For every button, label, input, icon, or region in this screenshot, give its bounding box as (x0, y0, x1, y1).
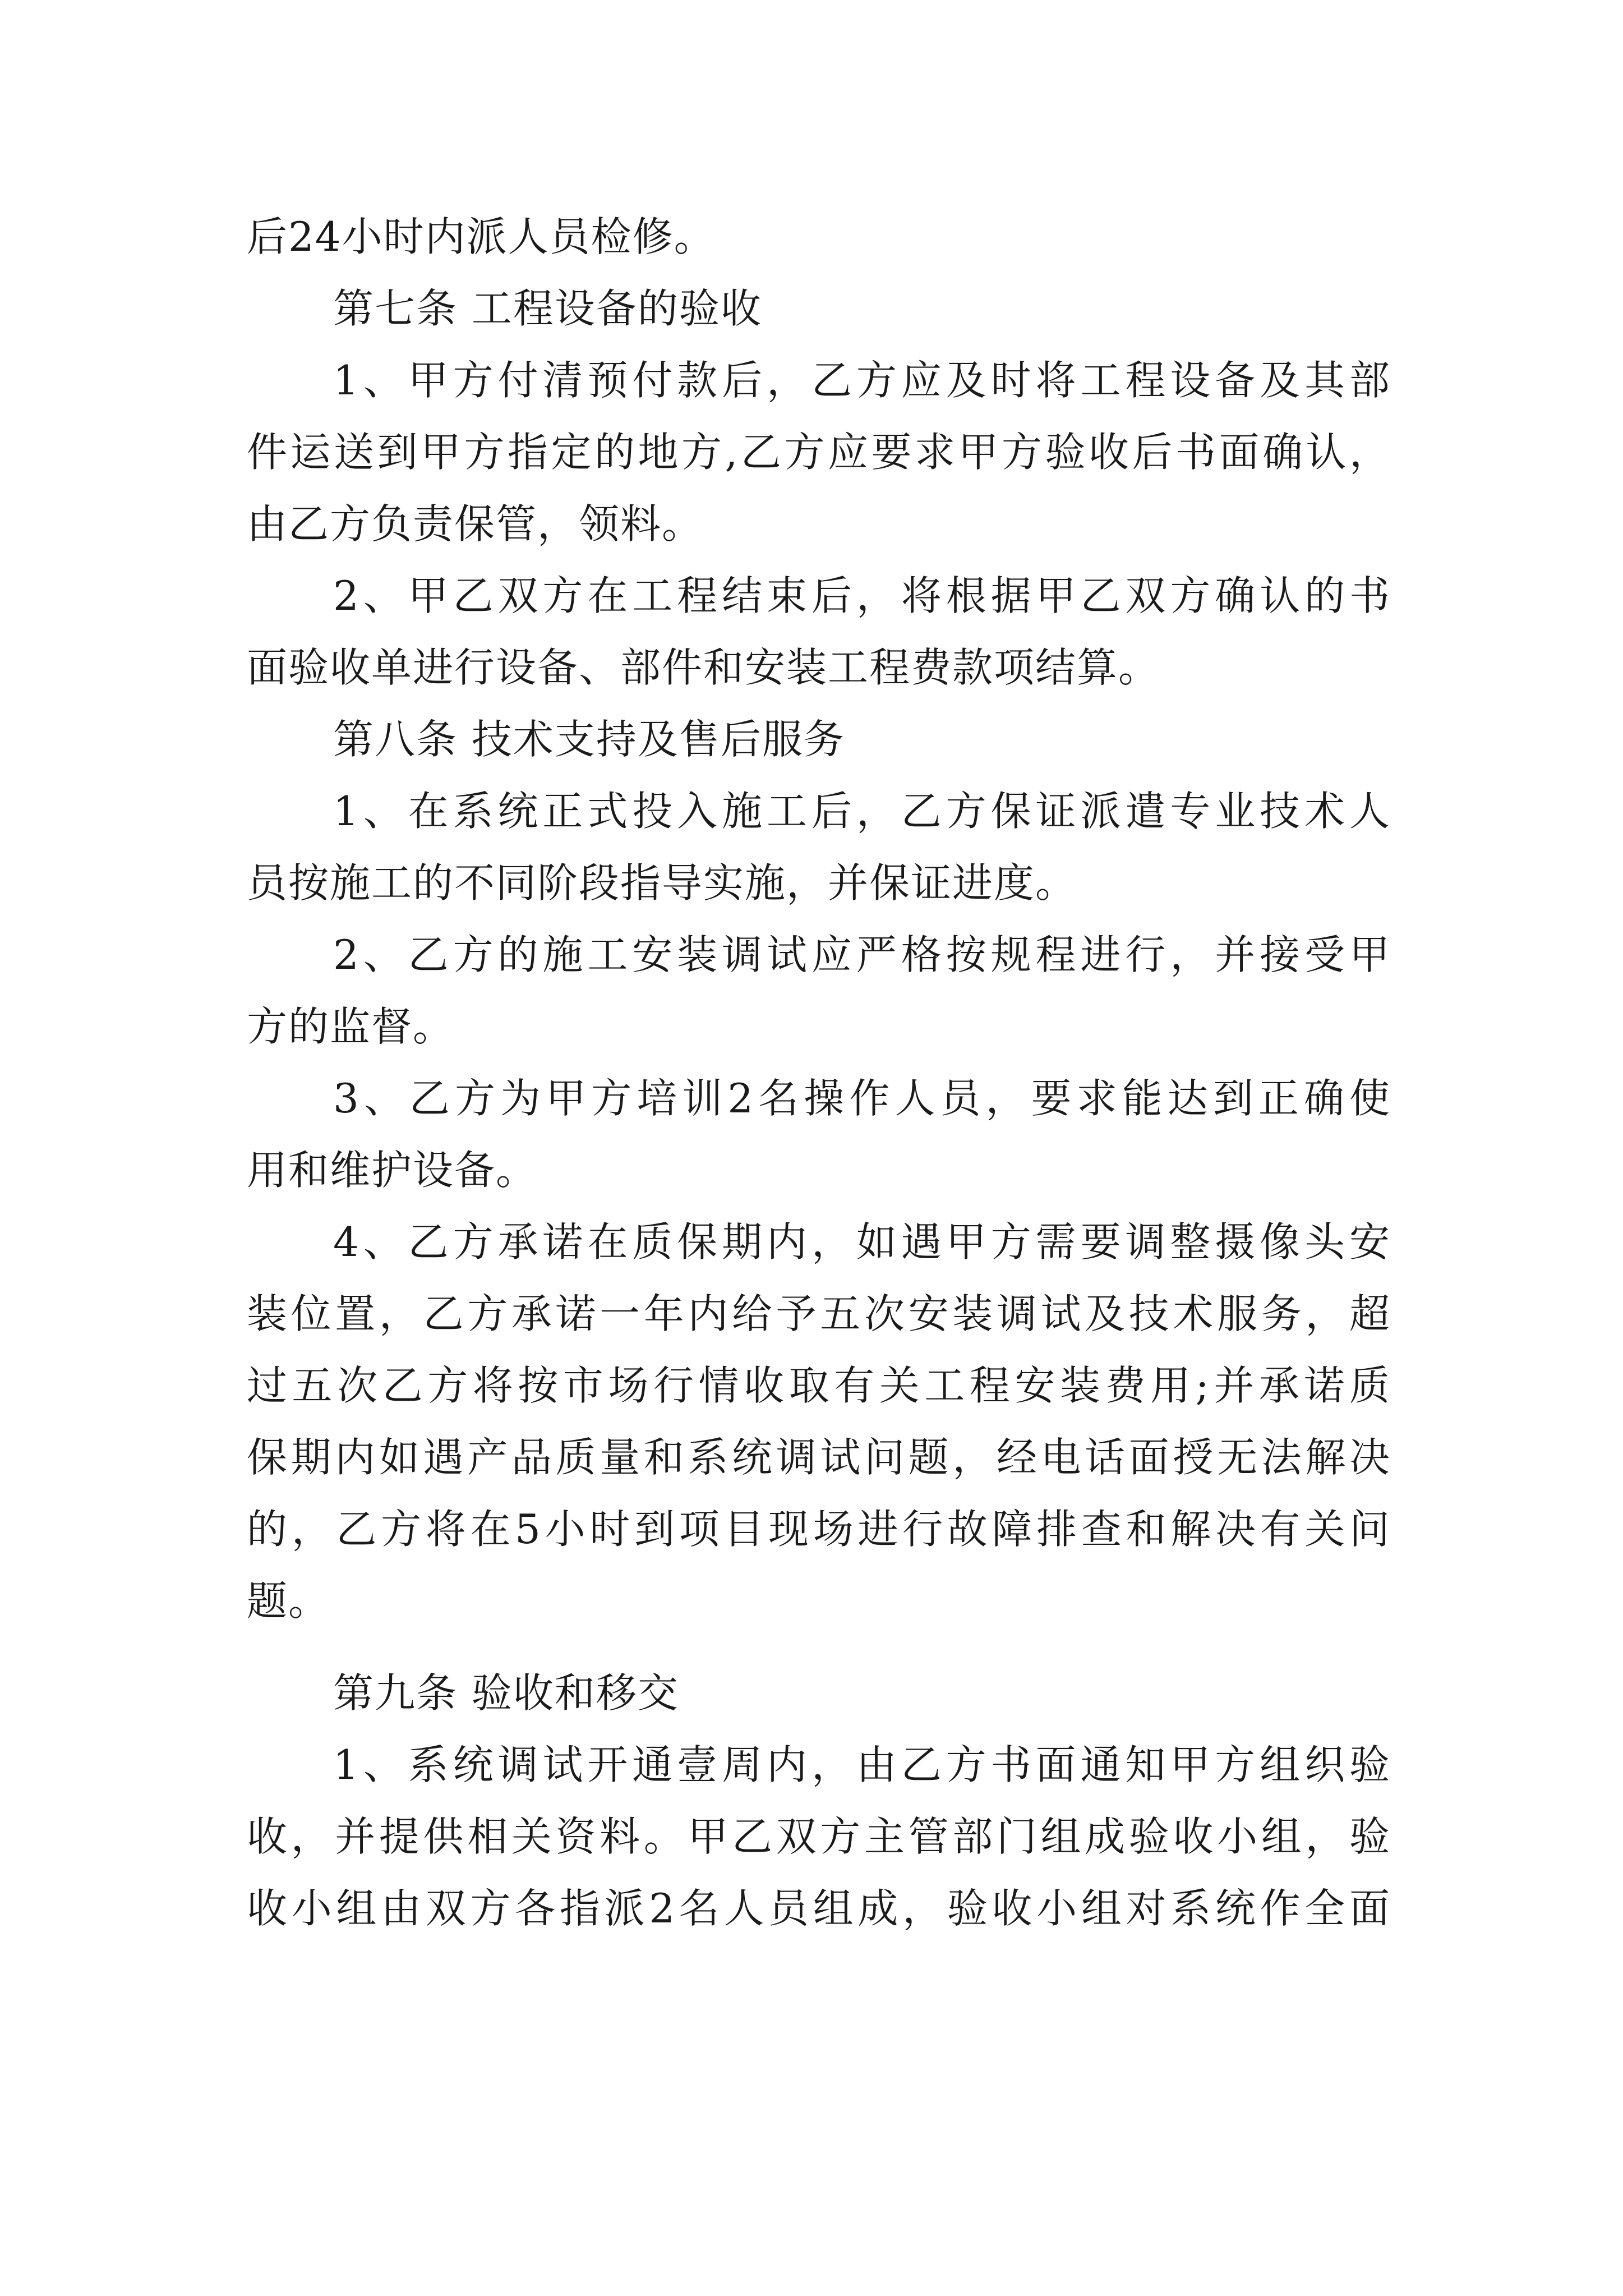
section-heading: 第七条 工程设备的验收 (333, 285, 762, 332)
text-line: 过五次乙方将按市场行情收取有关工程安装费用;并承诺质 (247, 1362, 1391, 1409)
text-line: 用和维护设备。 (247, 1147, 538, 1194)
text-line: 面验收单进行设备、部件和安装工程费款项结算。 (247, 644, 1160, 691)
text-line: 保期内如遇产品质量和系统调试问题，经电话面授无法解决 (247, 1434, 1391, 1481)
section-heading: 第八条 技术支持及售后服务 (333, 716, 845, 763)
text-line: 收小组由双方各指派2名人员组成，验收小组对系统作全面 (247, 1885, 1391, 1932)
text-line: 4、乙方承诺在质保期内，如遇甲方需要调整摄像头安 (333, 1218, 1391, 1266)
document-body (247, 201, 1391, 1944)
text-line: 后24小时内派人员检修。 (247, 213, 716, 260)
text-line: 题。 (247, 1577, 330, 1625)
text-line: 3、乙方为甲方培训2名操作人员，要求能达到正确使 (333, 1075, 1391, 1122)
section-heading: 第九条 验收和移交 (333, 1669, 679, 1717)
text-line: 收，并提供相关资料。甲乙双方主管部门组成验收小组，验 (247, 1813, 1391, 1860)
text-line: 员按施工的不同阶段指导实施，并保证进度。 (247, 859, 1077, 907)
text-line: 1、系统调试开通壹周内，由乙方书面通知甲方组织验 (333, 1741, 1391, 1788)
text-line: 方的监督。 (247, 1003, 455, 1050)
text-line: 的，乙方将在5小时到项目现场进行故障排查和解决有关问 (247, 1506, 1391, 1553)
text-line: 1、甲方付清预付款后，乙方应及时将工程设备及其部 (333, 357, 1391, 404)
text-line: 装位置，乙方承诺一年内给予五次安装调试及技术服务，超 (247, 1290, 1391, 1337)
text-line: 2、乙方的施工安装调试应严格按规程进行，并接受甲 (333, 931, 1391, 978)
text-line: 2、甲乙双方在工程结束后，将根据甲乙双方确认的书 (333, 572, 1391, 619)
text-line: 1、在系统正式投入施工后，乙方保证派遣专业技术人 (333, 788, 1391, 835)
text-line: 件运送到甲方指定的地方,乙方应要求甲方验收后书面确认， (247, 429, 1391, 476)
text-line: 由乙方负责保管，领料。 (247, 500, 704, 547)
